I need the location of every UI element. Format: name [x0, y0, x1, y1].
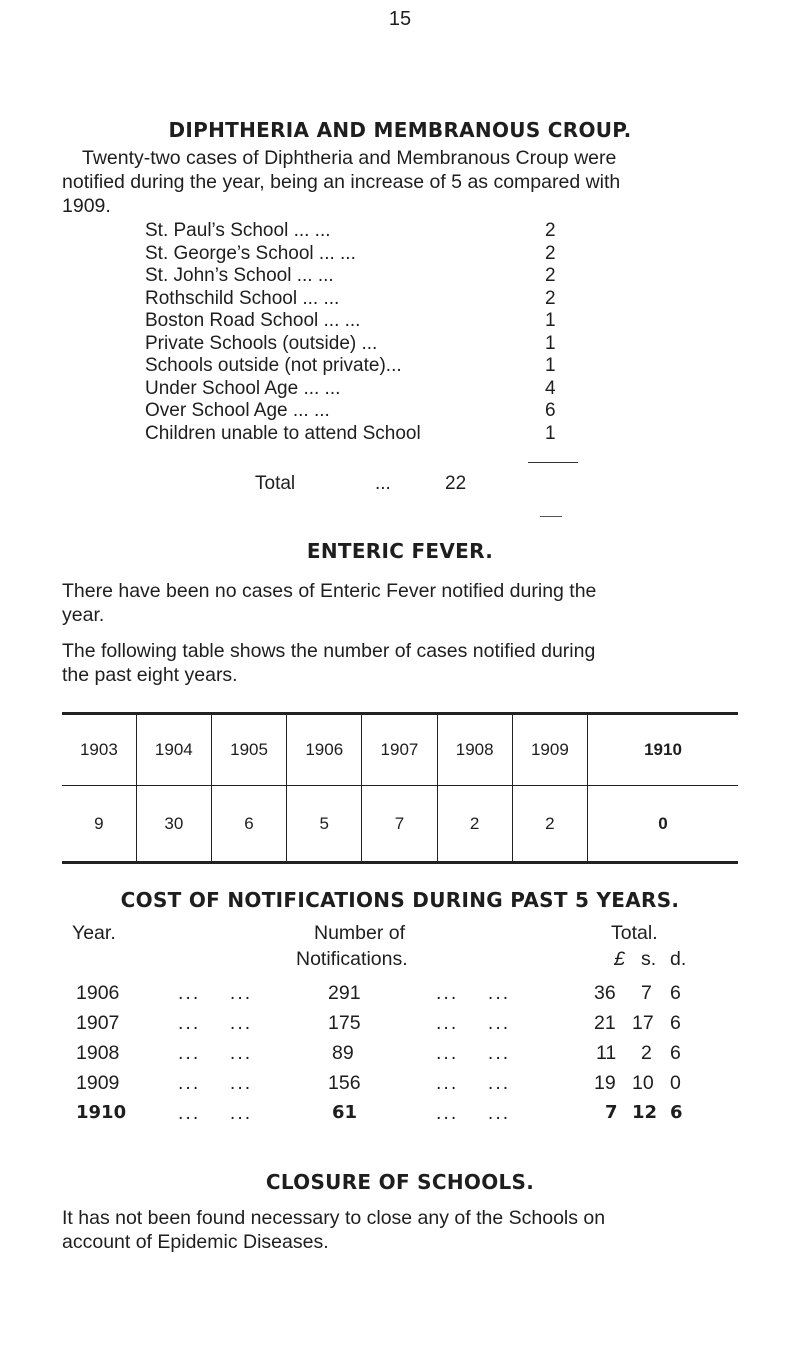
leader-dots: ... ... — [436, 1012, 511, 1034]
cost-pence: 6 — [670, 982, 681, 1004]
cases-cell: 6 — [211, 786, 286, 863]
year-cell: 1907 — [362, 714, 437, 786]
cost-pounds: 7 — [605, 1102, 618, 1123]
cost-year: 1906 — [76, 982, 120, 1004]
cost-heading: COST OF NOTIFICATIONS DURING PAST 5 YEARS. — [120, 888, 680, 912]
page-number: 15 — [388, 8, 412, 30]
leader-dots: ... ... — [436, 982, 511, 1004]
year-cell: 1904 — [136, 714, 211, 786]
intro-line: notified during the year, being an increase of 5 as compared with — [62, 171, 621, 193]
school-label: Schools outside (not private)... — [145, 355, 402, 376]
cost-year: 1910 — [76, 1102, 127, 1123]
school-count: 6 — [545, 400, 556, 421]
school-label: St. John’s School ... ... — [145, 265, 334, 286]
school-case-list — [145, 220, 565, 445]
school-row — [145, 378, 565, 401]
enteric-heading: ENTERIC FEVER. — [306, 539, 494, 563]
school-row — [145, 265, 565, 288]
leader-dots: ... ... — [178, 1102, 253, 1124]
year-cell: 1903 — [62, 714, 136, 786]
school-row — [145, 400, 565, 423]
cost-pence: 0 — [670, 1072, 681, 1094]
year-cell: 1906 — [287, 714, 362, 786]
school-row — [145, 423, 565, 446]
school-row — [145, 288, 565, 311]
cost-year: 1909 — [76, 1072, 120, 1094]
cost-number: 175 — [328, 1012, 361, 1034]
leader-dots: ... ... — [178, 982, 253, 1004]
col-year-header: Year. — [72, 922, 116, 944]
cases-cell: 30 — [136, 786, 211, 863]
cost-pounds: 21 — [594, 1012, 616, 1034]
year-cell: 1908 — [437, 714, 512, 786]
leader-dots: ... ... — [436, 1102, 511, 1124]
cost-pounds: 36 — [594, 982, 616, 1004]
cases-cell: 2 — [512, 786, 587, 863]
table-header-row — [62, 714, 738, 786]
school-row — [145, 243, 565, 266]
para-line: It has not been found necessary to close any of the Schools on — [62, 1207, 606, 1229]
total-value: 22 — [445, 473, 467, 494]
school-label: Rothschild School ... ... — [145, 287, 340, 309]
cost-shillings: 10 — [632, 1072, 654, 1094]
leader-dots: ... ... — [178, 1042, 253, 1064]
col-pence-header: d. — [670, 948, 687, 970]
school-label: Children unable to attend School — [145, 422, 421, 444]
col-total-header: Total. — [611, 922, 658, 944]
cost-number: 156 — [328, 1072, 361, 1094]
enteric-para-2 — [62, 639, 752, 687]
para-line: There have been no cases of Enteric Fever notified during the — [62, 580, 597, 602]
cases-cell: 9 — [62, 786, 136, 863]
school-row — [145, 333, 565, 356]
school-label: Under School Age ... ... — [145, 377, 341, 399]
col-shillings-header: s. — [641, 948, 657, 970]
total-label: Total — [255, 473, 296, 494]
cost-shillings: 17 — [632, 1012, 654, 1034]
total-row — [255, 473, 467, 495]
para-line: The following table shows the number of cases notified during — [62, 640, 596, 662]
cases-cell: 2 — [437, 786, 512, 863]
leader-dots: ... ... — [436, 1042, 511, 1064]
closure-para — [62, 1206, 762, 1254]
school-count: 1 — [545, 422, 556, 444]
year-cell: 1905 — [211, 714, 286, 786]
cases-cell: 7 — [362, 786, 437, 863]
school-label: Private Schools (outside) ... — [145, 332, 378, 354]
school-label: St. Paul’s School ... ... — [145, 220, 331, 241]
cases-cell: 5 — [287, 786, 362, 863]
col-pounds-header: £ — [614, 948, 625, 970]
leader-dots: ... ... — [178, 1072, 253, 1094]
school-label: Boston Road School ... ... — [145, 310, 361, 331]
para-line: the past eight years. — [62, 664, 238, 686]
school-count: 1 — [545, 355, 556, 376]
school-row — [145, 310, 565, 333]
school-count: 2 — [545, 242, 556, 264]
year-cell: 1909 — [512, 714, 587, 786]
enteric-cases-table — [62, 712, 738, 864]
school-count: 2 — [545, 265, 556, 286]
cost-pounds: 19 — [594, 1072, 616, 1094]
total-underline — [540, 516, 562, 517]
para-line: account of Epidemic Diseases. — [62, 1231, 329, 1253]
diphtheria-heading: DIPHTHERIA AND MEMBRANOUS CROUP. — [168, 118, 632, 142]
school-row — [145, 355, 565, 378]
intro-line: 1909. — [62, 195, 111, 217]
cost-number: 291 — [328, 982, 361, 1004]
intro-line: Twenty-two cases of Diphtheria and Membranous Croup were — [82, 147, 617, 169]
school-count: 1 — [545, 332, 556, 354]
school-count: 4 — [545, 377, 556, 399]
total-rule — [528, 462, 578, 463]
table-row — [62, 786, 738, 863]
cost-pounds: 11 — [596, 1042, 617, 1064]
year-cell: 1910 — [588, 714, 739, 786]
cases-cell: 0 — [658, 813, 668, 833]
para-line: year. — [62, 604, 105, 626]
cost-number: 61 — [332, 1102, 358, 1123]
diphtheria-intro — [62, 146, 752, 218]
school-label: St. George’s School ... ... — [145, 242, 356, 264]
cost-pence: 6 — [670, 1042, 681, 1064]
enteric-para-1 — [62, 579, 752, 627]
school-label: Over School Age ... ... — [145, 400, 330, 421]
leader-dots: ... ... — [436, 1072, 511, 1094]
school-count: 2 — [545, 220, 556, 241]
cost-number: 89 — [332, 1042, 354, 1064]
leader-dots: ... ... — [178, 1012, 253, 1034]
col-number-header-2: Notifications. — [296, 948, 408, 970]
school-count: 1 — [545, 310, 556, 331]
cost-year: 1907 — [76, 1012, 120, 1034]
cost-shillings: 7 — [641, 982, 652, 1004]
cost-pence: 6 — [670, 1012, 681, 1034]
cost-year: 1908 — [76, 1042, 120, 1064]
cost-shillings: 12 — [632, 1102, 658, 1123]
cost-pence: 6 — [670, 1102, 683, 1123]
school-row — [145, 220, 565, 243]
cost-shillings: 2 — [641, 1042, 652, 1064]
col-number-header: Number of — [314, 922, 406, 944]
school-count: 2 — [545, 287, 556, 309]
closure-heading: CLOSURE OF SCHOOLS. — [265, 1170, 535, 1194]
total-dots: ... — [375, 473, 391, 494]
